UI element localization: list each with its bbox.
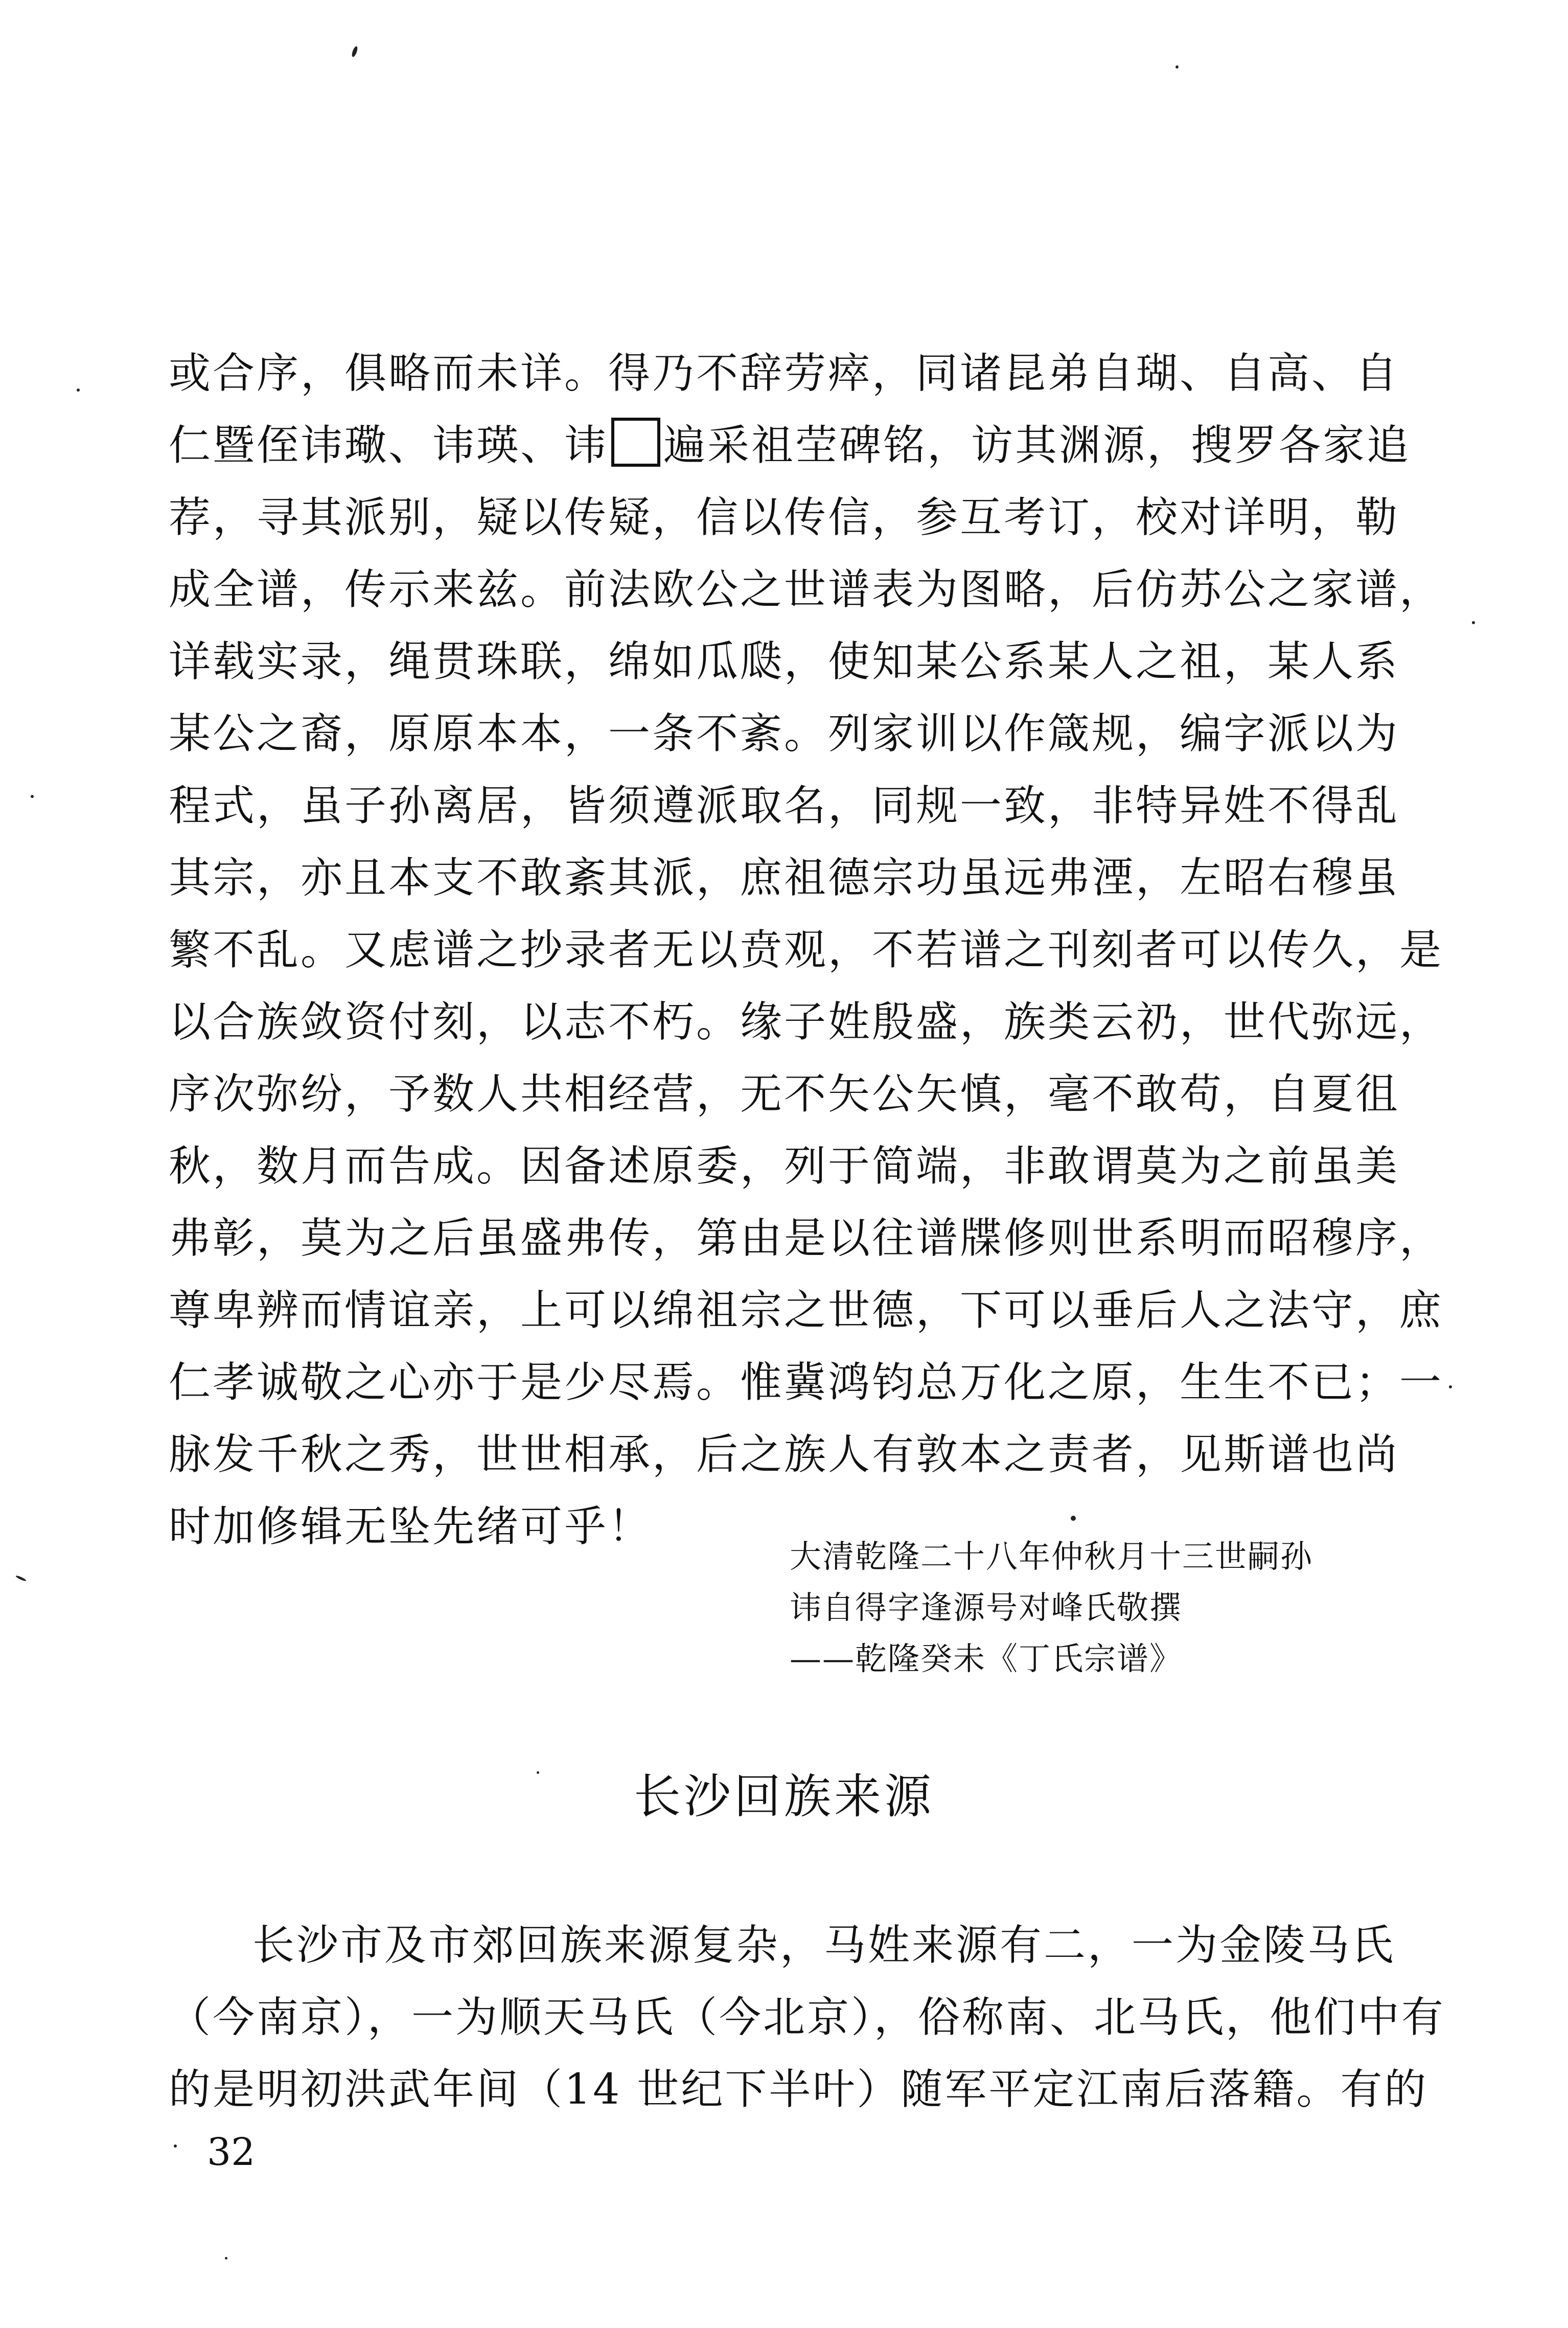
text-line: 详载实录，绳贯珠联，绵如瓜瓞，使知某公系某人之祖，某人系 [169, 637, 1400, 686]
text-line: 尊卑辨而情谊亲，上可以绵祖宗之世德，下可以垂后人之法守，庶 [169, 1286, 1444, 1335]
text-line: 荐，寻其派别，疑以传疑，信以传信，参互考订，校对详明，勒 [169, 493, 1400, 542]
text-line: 程式，虽子孙离居，皆须遵派取名，同规一致，非特异姓不得乱 [169, 782, 1400, 830]
text-line: 成全谱，传示来兹。前法欧公之世谱表为图略，后仿苏公之家谱， [169, 565, 1444, 614]
scan-speck [351, 45, 358, 57]
text-line: 的是明初洪武年间（14 世纪下半叶）随军平定江南后落籍。有的 [169, 2065, 1428, 2114]
scan-speck [1175, 65, 1179, 69]
text-line-with-blank [169, 409, 1411, 482]
paragraph-origins [169, 1909, 1446, 2126]
source-citation: ——乾隆癸未《丁氏宗谱》 [790, 1640, 1183, 1677]
text-line: 弗彰，莫为之后虽盛弗传，第由是以往谱牒修则世系明而昭穆序， [169, 1214, 1444, 1263]
page-number: 32 [207, 2130, 256, 2174]
scan-speck [77, 389, 80, 392]
text-line: 时加修辑无坠先绪可乎！ [169, 1502, 653, 1551]
section-heading: 长沙回族来源 [633, 1769, 934, 1824]
signature-line: 讳自得字逢源号对峰氏敬撰 [790, 1589, 1183, 1626]
text-line: 仁孝诚敬之心亦于是少尽焉。惟冀鸿钧总万化之原，生生不已；一 [169, 1358, 1444, 1407]
scan-speck [174, 2144, 177, 2148]
text-line: 或合序，俱略而未详。得乃不辞劳瘁，同诸昆弟自瑚、自高、自 [169, 349, 1400, 398]
scan-speck [1472, 621, 1475, 624]
text-line: （今南京），一为顺天马氏（今北京），俗称南、北马氏，他们中有 [169, 1993, 1446, 2042]
missing-character-box [611, 418, 660, 467]
scan-speck [15, 1575, 27, 1582]
paragraph-classical-preface [169, 337, 1444, 1563]
text-line [169, 1909, 1396, 1981]
scan-speck [1449, 1385, 1452, 1388]
text-line: 秋，数月而告成。因备述原委，列于简端，非敢谓莫为之前虽美 [169, 1142, 1400, 1191]
text-line: 以合族敛资付刻，以志不朽。缘子姓殷盛，族类云礽，世代弥远， [169, 998, 1444, 1046]
scan-speck [31, 795, 34, 798]
text-line: 繁不乱。又虑谱之抄录者无以贲观，不若谱之刊刻者可以传久，是 [169, 926, 1444, 974]
text-line: 序次弥纷，予数人共相经营，无不矢公矢慎，毫不敢苟，自夏徂 [169, 1070, 1400, 1119]
scan-speck [225, 2257, 227, 2259]
text-segment: 长沙市及市郊回族来源复杂，马姓来源有二，一为金陵马氏 [252, 1921, 1396, 1970]
signature-line: 大清乾隆二十八年仲秋月十三世嗣孙 [790, 1538, 1313, 1575]
text-segment: 遍采祖茔碑铭，访其渊源，搜罗各家追 [663, 421, 1411, 470]
text-line: 脉发千秋之秀，世世相承，后之族人有敦本之责者，见斯谱也尚 [169, 1430, 1400, 1479]
text-line: 某公之裔，原原本本，一条不紊。列家训以作箴规，编字派以为 [169, 710, 1400, 758]
text-segment: 仁暨侄讳璥、讳瑛、讳 [169, 421, 609, 470]
text-line: 其宗，亦且本支不敢紊其派，庶祖德宗功虽远弗湮，左昭右穆虽 [169, 854, 1400, 902]
